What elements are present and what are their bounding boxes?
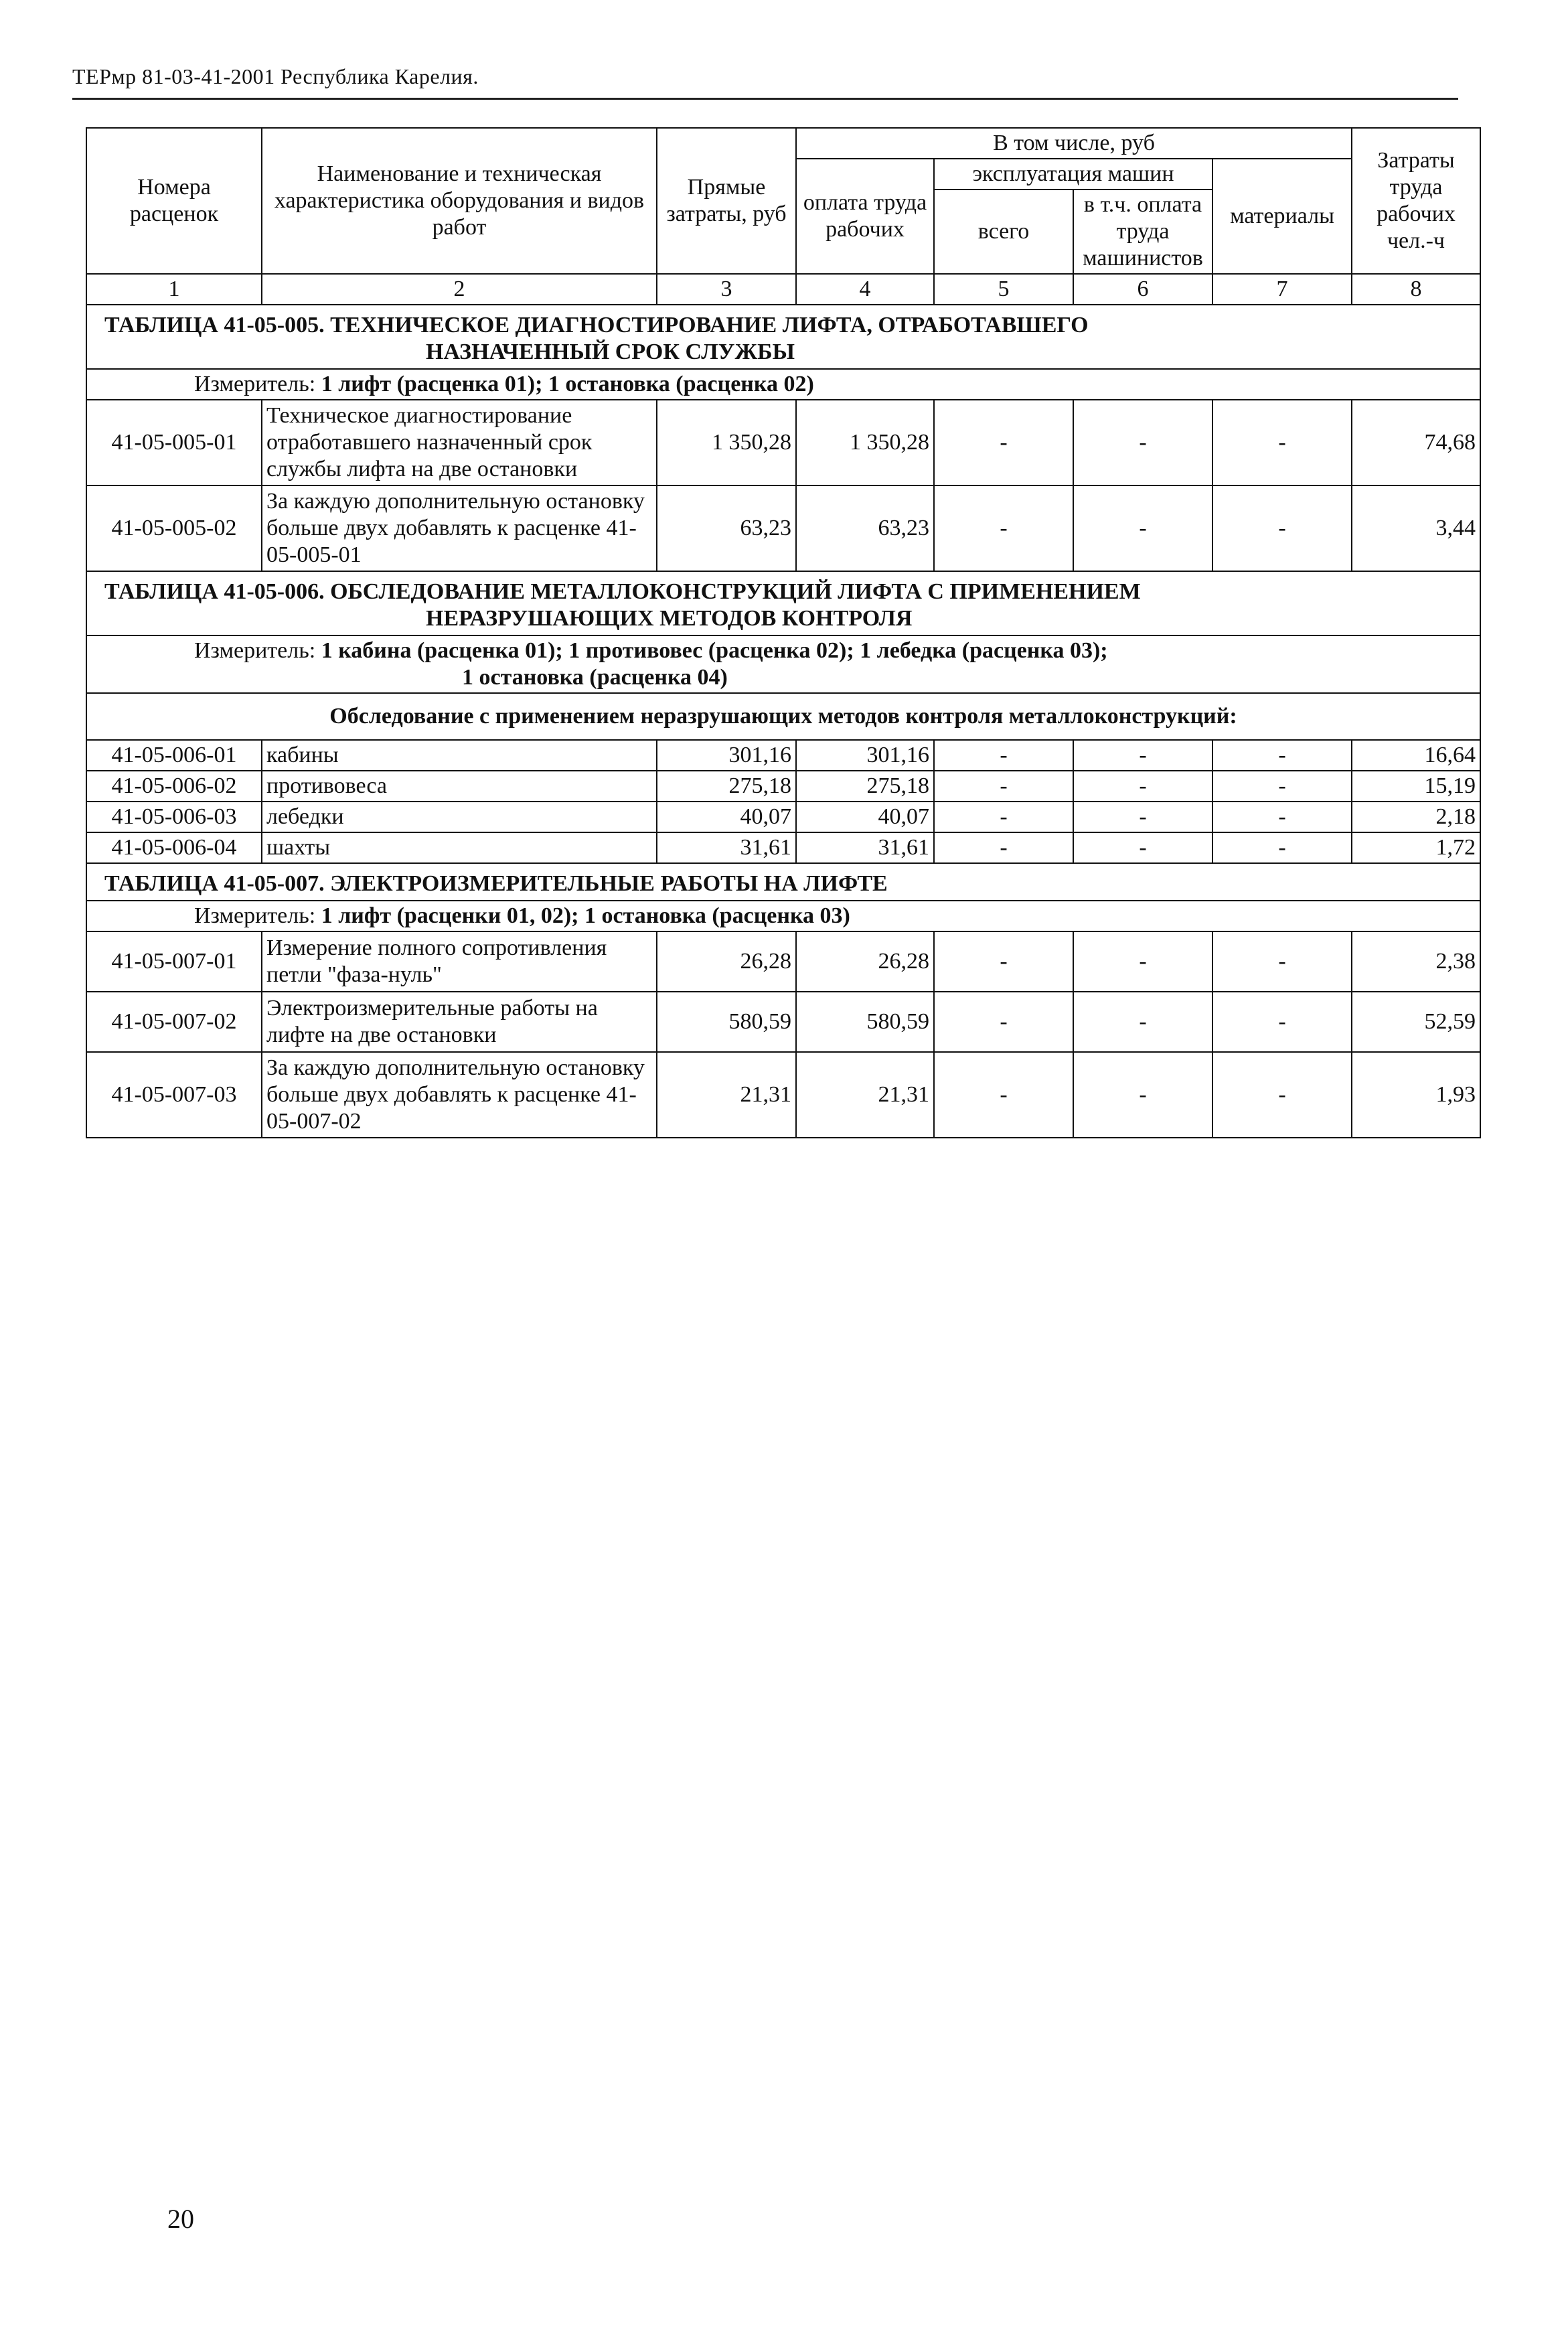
table-row <box>86 400 1480 485</box>
column-number: 2 <box>262 274 657 305</box>
rate-code: 41-05-006-03 <box>86 802 262 832</box>
wages-cost: 275,18 <box>796 771 934 802</box>
wages-cost: 580,59 <box>796 992 934 1052</box>
labor-hours: 1,72 <box>1352 832 1480 863</box>
col-header-machines-wages: в т.ч. оплата труда машинистов <box>1073 190 1212 274</box>
rate-name: За каждую дополнительную остановку больше двух добавлять к расценке 41-05-005-01 <box>262 485 657 571</box>
materials-cost: - <box>1212 400 1352 485</box>
direct-cost: 275,18 <box>657 771 796 802</box>
col-header-including: В том числе, руб <box>796 128 1352 159</box>
machines-total: - <box>934 992 1073 1052</box>
measure-row <box>86 369 1480 400</box>
labor-hours: 2,38 <box>1352 931 1480 992</box>
rate-name: кабины <box>262 740 657 771</box>
machines-total: - <box>934 771 1073 802</box>
section-title <box>86 863 1480 901</box>
section-measure <box>86 635 1480 693</box>
column-number: 8 <box>1352 274 1480 305</box>
direct-cost: 580,59 <box>657 992 796 1052</box>
machines-wages: - <box>1073 832 1212 863</box>
section-title-line: ТАБЛИЦА 41-05-007. ЭЛЕКТРОИЗМЕРИТЕЛЬНЫЕ РАБОТЫ НА ЛИФТЕ <box>104 871 888 896</box>
header-rule <box>72 98 1458 100</box>
wages-cost: 26,28 <box>796 931 934 992</box>
rate-name: Электроизмерительные работы на лифте на две остановки <box>262 992 657 1052</box>
table-row <box>86 1052 1480 1138</box>
measure-label: Измеритель: <box>194 903 321 928</box>
section-title-line: НАЗНАЧЕННЫЙ СРОК СЛУЖБЫ <box>426 340 795 364</box>
col-header-code: Номера расценок <box>86 128 262 274</box>
wages-cost: 301,16 <box>796 740 934 771</box>
table-row <box>86 740 1480 771</box>
labor-hours: 74,68 <box>1352 400 1480 485</box>
measure-label: Измеритель: <box>194 638 321 663</box>
rate-name: противовеса <box>262 771 657 802</box>
machines-total: - <box>934 832 1073 863</box>
section-title <box>86 571 1480 635</box>
table-row <box>86 485 1480 571</box>
machines-wages: - <box>1073 802 1212 832</box>
table-row <box>86 802 1480 832</box>
col-header-machines-total: всего <box>934 190 1073 274</box>
measure-value: 1 кабина (расценка 01); 1 противовес (расценка 02); 1 лебедка (расценка 03); <box>321 638 1108 663</box>
table-row <box>86 931 1480 992</box>
materials-cost: - <box>1212 931 1352 992</box>
machines-wages: - <box>1073 485 1212 571</box>
table-row <box>86 832 1480 863</box>
price-table <box>86 127 1481 1138</box>
machines-total: - <box>934 931 1073 992</box>
materials-cost: - <box>1212 771 1352 802</box>
measure-value: 1 лифт (расценки 01, 02); 1 остановка (расценка 03) <box>321 903 850 928</box>
rate-name: шахты <box>262 832 657 863</box>
wages-cost: 63,23 <box>796 485 934 571</box>
machines-wages: - <box>1073 1052 1212 1138</box>
rate-name: За каждую дополнительную остановку больше двух добавлять к расценке 41-05-007-02 <box>262 1052 657 1138</box>
column-number: 6 <box>1073 274 1212 305</box>
section-title-line: НЕРАЗРУШАЮЩИХ МЕТОДОВ КОНТРОЛЯ <box>426 606 913 631</box>
labor-hours: 1,93 <box>1352 1052 1480 1138</box>
table-row <box>86 771 1480 802</box>
measure-row <box>86 901 1480 931</box>
col-header-wages: оплата труда рабочих <box>796 159 934 274</box>
direct-cost: 31,61 <box>657 832 796 863</box>
machines-total: - <box>934 740 1073 771</box>
materials-cost: - <box>1212 485 1352 571</box>
machines-total: - <box>934 802 1073 832</box>
col-header-direct: Прямые затраты, руб <box>657 128 796 274</box>
materials-cost: - <box>1212 802 1352 832</box>
wages-cost: 31,61 <box>796 832 934 863</box>
machines-wages: - <box>1073 400 1212 485</box>
wages-cost: 1 350,28 <box>796 400 934 485</box>
direct-cost: 40,07 <box>657 802 796 832</box>
rate-code: 41-05-006-01 <box>86 740 262 771</box>
section-title-row <box>86 305 1480 369</box>
rate-code: 41-05-005-02 <box>86 485 262 571</box>
table-header-row <box>86 128 1480 159</box>
col-header-name: Наименование и техническая характеристика оборудования и видов работ <box>262 128 657 274</box>
section-subheading: Обследование с применением неразрушающих методов контроля металлоконструкций: <box>86 693 1480 740</box>
labor-hours: 52,59 <box>1352 992 1480 1052</box>
machines-total: - <box>934 400 1073 485</box>
section-title <box>86 305 1480 369</box>
section-title-row <box>86 571 1480 635</box>
materials-cost: - <box>1212 992 1352 1052</box>
measure-label: Измеритель: <box>194 372 321 396</box>
table-row <box>86 992 1480 1052</box>
rate-code: 41-05-006-02 <box>86 771 262 802</box>
machines-wages: - <box>1073 771 1212 802</box>
direct-cost: 26,28 <box>657 931 796 992</box>
column-number: 1 <box>86 274 262 305</box>
measure-value: 1 лифт (расценка 01); 1 остановка (расценка 02) <box>321 372 814 396</box>
rate-name: Измерение полного сопротивления петли "фаза-нуль" <box>262 931 657 992</box>
document-header: ТЕРмр 81-03-41-2001 Республика Карелия. <box>72 64 479 88</box>
labor-hours: 2,18 <box>1352 802 1480 832</box>
labor-hours: 15,19 <box>1352 771 1480 802</box>
measure-value-continued: 1 остановка (расценка 04) <box>462 665 728 690</box>
col-header-materials: материалы <box>1212 159 1352 274</box>
wages-cost: 40,07 <box>796 802 934 832</box>
section-title-line: ТАБЛИЦА 41-05-005. ТЕХНИЧЕСКОЕ ДИАГНОСТИРОВАНИЕ ЛИФТА, ОТРАБОТАВШЕГО <box>104 313 1089 337</box>
direct-cost: 301,16 <box>657 740 796 771</box>
direct-cost: 21,31 <box>657 1052 796 1138</box>
rate-name: Техническое диагностирование отработавшего назначенный срок службы лифта на две остановки <box>262 400 657 485</box>
rate-name: лебедки <box>262 802 657 832</box>
measure-row <box>86 635 1480 693</box>
machines-wages: - <box>1073 931 1212 992</box>
machines-total: - <box>934 1052 1073 1138</box>
rate-code: 41-05-006-04 <box>86 832 262 863</box>
column-number-row <box>86 274 1480 305</box>
rate-code: 41-05-007-02 <box>86 992 262 1052</box>
machines-wages: - <box>1073 740 1212 771</box>
rate-code: 41-05-007-03 <box>86 1052 262 1138</box>
direct-cost: 63,23 <box>657 485 796 571</box>
section-measure <box>86 369 1480 400</box>
section-measure <box>86 901 1480 931</box>
col-header-labor: Затраты труда рабочих чел.-ч <box>1352 128 1480 274</box>
section-title-row <box>86 863 1480 901</box>
materials-cost: - <box>1212 1052 1352 1138</box>
rate-code: 41-05-005-01 <box>86 400 262 485</box>
machines-wages: - <box>1073 992 1212 1052</box>
machines-total: - <box>934 485 1073 571</box>
column-number: 3 <box>657 274 796 305</box>
labor-hours: 16,64 <box>1352 740 1480 771</box>
rate-code: 41-05-007-01 <box>86 931 262 992</box>
section-title-line: ТАБЛИЦА 41-05-006. ОБСЛЕДОВАНИЕ МЕТАЛЛОКОНСТРУКЦИЙ ЛИФТА С ПРИМЕНЕНИЕМ <box>104 579 1141 604</box>
direct-cost: 1 350,28 <box>657 400 796 485</box>
materials-cost: - <box>1212 832 1352 863</box>
subheading-row <box>86 693 1480 740</box>
materials-cost: - <box>1212 740 1352 771</box>
page-number: 20 <box>167 2204 194 2234</box>
col-header-machines: эксплуатация машин <box>934 159 1212 190</box>
column-number: 5 <box>934 274 1073 305</box>
column-number: 4 <box>796 274 934 305</box>
column-number: 7 <box>1212 274 1352 305</box>
labor-hours: 3,44 <box>1352 485 1480 571</box>
wages-cost: 21,31 <box>796 1052 934 1138</box>
